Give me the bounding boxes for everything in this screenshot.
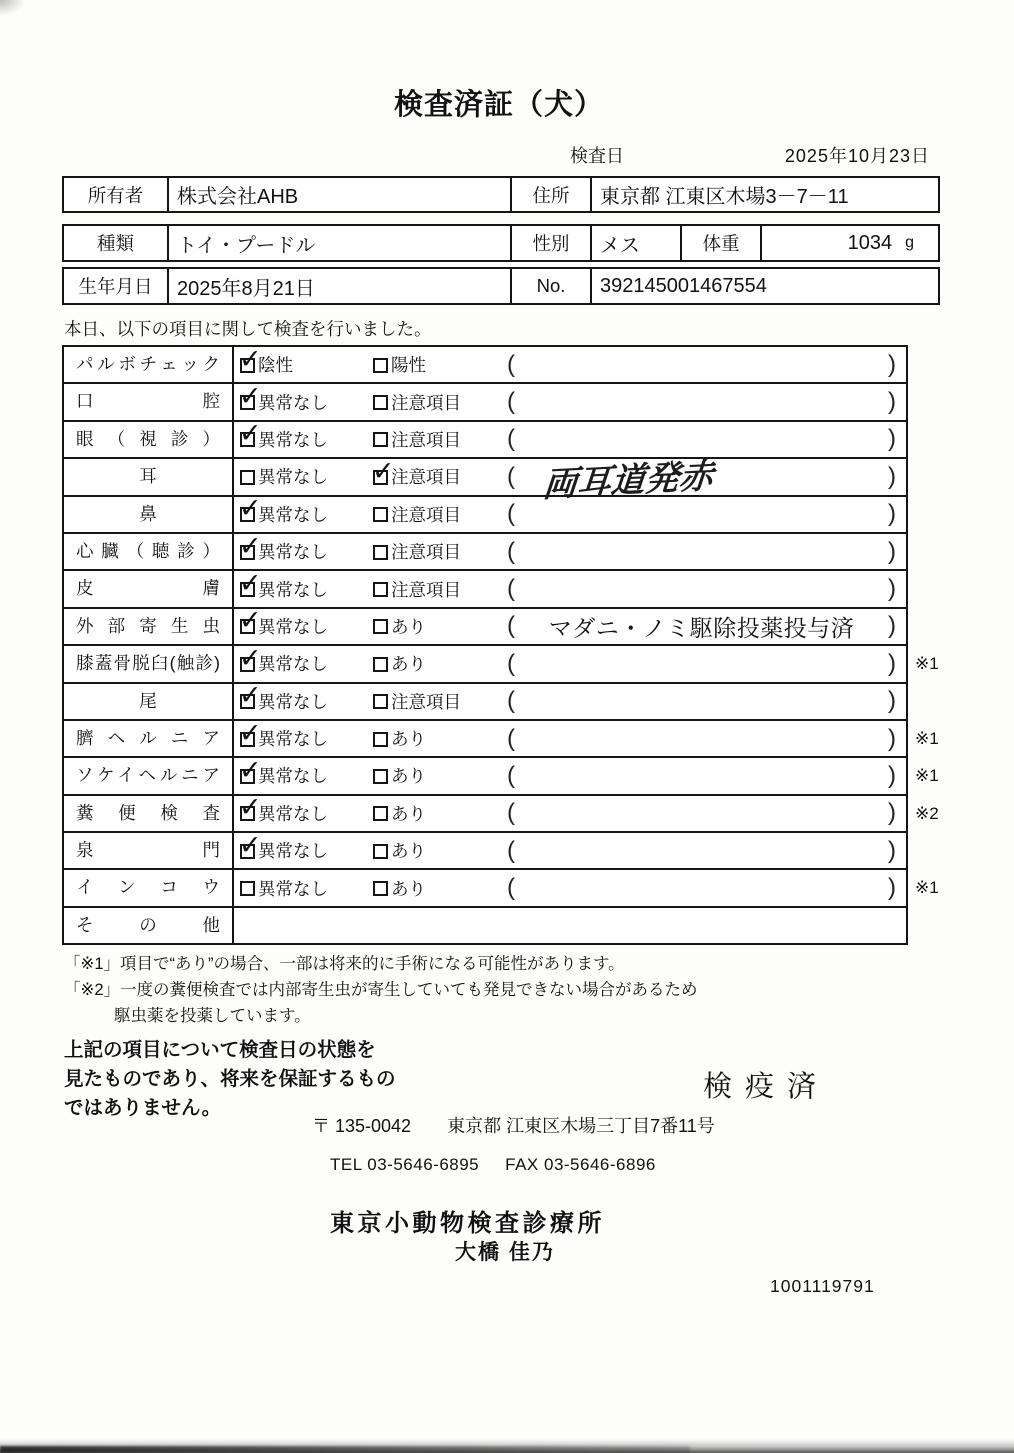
checkbox-option <box>373 838 507 863</box>
address-value: 東京都 江東区木場3－7－11 <box>590 178 938 211</box>
birthdate-value: 2025年8月21日 <box>167 269 510 303</box>
disclaimer-line-1: 上記の項目について検査日の状態を <box>64 1039 376 1061</box>
option-label: 異常なし <box>258 841 328 862</box>
checkbox-checked <box>239 717 262 748</box>
row-body <box>234 605 906 644</box>
checkbox-option <box>373 876 507 901</box>
note-area <box>507 502 906 526</box>
row-body <box>234 680 906 719</box>
address-label: 住所 <box>510 178 590 211</box>
checkbox-unchecked <box>373 657 388 672</box>
option-label: 異常なし <box>258 654 328 675</box>
inspection-date-value: 2025年10月23日 <box>784 146 930 166</box>
check-icon: ✓ <box>239 381 262 412</box>
paren-close: ) <box>888 687 896 715</box>
checkbox-unchecked <box>373 545 388 560</box>
checklist-row <box>64 754 939 795</box>
paren-open: ( <box>507 612 515 640</box>
row-body <box>234 568 906 606</box>
checkbox-option <box>240 464 373 489</box>
no-label: No. <box>510 269 590 303</box>
scan-shadow-dark <box>0 1446 690 1453</box>
paren-open: ( <box>507 575 515 603</box>
paren-open: ( <box>507 537 515 565</box>
note-area <box>507 876 906 900</box>
note-area <box>507 457 906 505</box>
checklist-row <box>64 455 906 505</box>
option-label: 異常なし <box>258 429 328 450</box>
checkbox-unchecked <box>373 769 388 784</box>
option-label: 陰性 <box>258 355 293 376</box>
option-label: 注意項目 <box>391 392 461 413</box>
row-body <box>234 418 906 457</box>
checkbox-unchecked <box>373 694 388 709</box>
handwritten-note: 両耳道発赤 <box>541 457 715 505</box>
checkbox-option <box>373 539 507 564</box>
weight-unit: g <box>905 234 914 251</box>
footnote-mark: ※1 <box>915 654 939 674</box>
checkbox-checked <box>239 493 262 524</box>
option-label: あり <box>391 841 426 862</box>
checklist-row <box>64 530 906 571</box>
checkbox-checked <box>239 530 262 561</box>
check-icon: ✓ <box>239 754 262 785</box>
owner-label: 所有者 <box>87 184 144 206</box>
check-icon: ✓ <box>372 455 395 486</box>
row-label: 鼻 <box>64 497 234 532</box>
breed-label: 種類 <box>96 233 134 254</box>
check-icon: ✓ <box>239 717 262 748</box>
disclaimer-text <box>64 1036 396 1123</box>
paren-close: ) <box>888 350 896 378</box>
paren-open: ( <box>507 836 515 864</box>
option-label: あり <box>391 766 426 787</box>
check-icon: ✓ <box>239 605 262 636</box>
option-label: 異常なし <box>258 467 328 488</box>
note-area <box>507 801 906 825</box>
checkbox-unchecked <box>373 582 388 597</box>
scan-smudge <box>0 0 26 16</box>
option-label: 異常なし <box>258 542 328 563</box>
birthdate-table <box>62 267 940 305</box>
check-icon: ✓ <box>239 568 262 599</box>
checklist-row <box>64 792 939 833</box>
paren-open: ( <box>507 874 515 902</box>
paren-open: ( <box>507 799 515 827</box>
checkbox-unchecked <box>373 395 388 410</box>
checkbox-option <box>373 502 507 527</box>
check-icon: ✓ <box>239 792 262 823</box>
note-area <box>507 350 906 378</box>
row-body <box>234 343 906 382</box>
checklist-row <box>64 870 939 907</box>
paren-close: ) <box>888 388 896 416</box>
checkbox-checked <box>239 680 262 711</box>
row-label: 皮膚 <box>64 571 234 606</box>
checkbox-option <box>373 577 507 602</box>
checkbox-checked <box>239 568 262 599</box>
checkbox-option <box>240 876 373 901</box>
paren-close: ) <box>888 799 896 827</box>
checklist-row <box>64 418 906 459</box>
note-area <box>507 761 906 789</box>
row-body <box>234 530 906 569</box>
row-body <box>234 908 906 943</box>
checkbox-checked <box>239 343 262 374</box>
paren-open: ( <box>507 350 515 378</box>
checkbox-option <box>239 530 373 564</box>
option-label: あり <box>391 616 426 637</box>
fax-number: FAX 03-5646-6896 <box>505 1155 656 1174</box>
tel-fax-row <box>330 1155 656 1175</box>
note-area <box>507 610 906 643</box>
note-area <box>507 537 906 565</box>
checkbox-checked <box>239 605 262 636</box>
quarantine-passed-stamp: 検疫済 <box>703 1071 830 1103</box>
checkbox-option <box>373 726 507 751</box>
check-icon: ✓ <box>239 493 262 524</box>
checkbox-option <box>239 642 373 676</box>
footnote-2: 「※2」一度の糞便検査では内部寄生虫が寄生していても発見できない場合があるため <box>64 981 698 999</box>
clinic-address-row <box>312 1112 715 1138</box>
row-label: パルボチェック <box>64 347 234 382</box>
option-label: 異常なし <box>258 803 328 824</box>
row-body <box>234 870 906 905</box>
note-area <box>507 689 906 713</box>
paren-open: ( <box>507 761 515 789</box>
weight-number: 1034 <box>847 231 893 254</box>
checkbox-unchecked <box>373 881 388 896</box>
checklist-row <box>64 680 906 721</box>
check-icon: ✓ <box>239 642 262 673</box>
checklist-row <box>64 605 906 646</box>
row-body <box>234 792 906 831</box>
paren-close: ) <box>888 462 896 490</box>
paren-open: ( <box>507 687 515 715</box>
option-label: 陽性 <box>391 355 426 376</box>
row-label: 耳 <box>64 459 234 494</box>
paren-close: ) <box>888 836 896 864</box>
disclaimer-line-2: 見たものであり、将来を保証するもの <box>64 1068 396 1090</box>
checkbox-unchecked <box>373 844 388 859</box>
checkbox-checked <box>239 418 262 449</box>
checkbox-option <box>373 614 507 639</box>
option-label: 注意項目 <box>391 542 461 563</box>
postal-code: 〒 135-0042 <box>312 1116 412 1136</box>
owner-value: 株式会社AHB <box>167 178 510 211</box>
weight-value <box>760 226 938 260</box>
option-label: 異常なし <box>258 691 328 712</box>
checklist-row <box>64 343 906 384</box>
weight-label: 体重 <box>680 226 760 260</box>
checkbox-option <box>373 763 507 788</box>
option-label: 異常なし <box>258 729 328 750</box>
row-body <box>234 642 906 681</box>
disclaimer-line-3: ではありません。 <box>64 1097 222 1119</box>
page-title: 検査済証（犬） <box>393 89 604 121</box>
clinic-address: 東京都 江東区木場三丁目7番11号 <box>447 1116 715 1136</box>
row-label: 尾 <box>64 684 234 719</box>
checkbox-checked <box>239 642 262 673</box>
option-label: 異常なし <box>258 504 328 525</box>
option-label: 注意項目 <box>391 579 461 600</box>
check-icon: ✓ <box>239 418 262 449</box>
option-label: 注意項目 <box>391 429 461 450</box>
paren-close: ) <box>888 649 896 677</box>
checkbox-option <box>239 792 373 826</box>
note-area <box>507 649 906 677</box>
row-label: 膝蓋骨脱臼(触診) <box>64 646 234 681</box>
checkbox-option <box>239 418 373 452</box>
checkbox-unchecked <box>240 470 255 485</box>
checkbox-checked <box>239 381 262 412</box>
birthdate-label: 生年月日 <box>78 276 153 297</box>
checkbox-option <box>239 829 373 863</box>
checkbox-unchecked <box>373 619 388 634</box>
intro-text: 本日、以下の項目に関して検査を行いました。 <box>64 319 432 339</box>
sex-label: 性別 <box>510 226 590 260</box>
check-icon: ✓ <box>239 343 262 374</box>
paren-open: ( <box>507 724 515 752</box>
footnote-mark: ※1 <box>915 728 939 748</box>
checklist-row <box>64 568 906 608</box>
checklist-row <box>64 908 906 943</box>
checkbox-option <box>373 390 507 415</box>
veterinarian-name: 大橋 佳乃 <box>455 1241 555 1264</box>
paren-close: ) <box>888 612 896 640</box>
checkbox-option <box>373 427 507 452</box>
tel-number: TEL 03-5646-6895 <box>330 1155 480 1174</box>
row-label: 糞便検査 <box>64 796 234 831</box>
note-area <box>507 427 906 451</box>
paren-close: ) <box>888 537 896 565</box>
footnote-mark: ※2 <box>915 803 939 823</box>
note-area <box>507 724 906 752</box>
option-label: 注意項目 <box>391 504 461 525</box>
checkbox-option <box>373 352 507 377</box>
footnote-mark: ※1 <box>915 878 939 898</box>
paren-close: ) <box>888 425 896 453</box>
checklist-row <box>64 381 906 421</box>
row-label: 口腔 <box>64 384 234 419</box>
footnotes <box>64 951 698 1029</box>
checkbox-unchecked <box>240 881 255 896</box>
option-label: 注意項目 <box>391 467 461 488</box>
option-label: 注意項目 <box>391 691 461 712</box>
checkbox-option <box>373 651 507 676</box>
row-label: 臍ヘルニア <box>64 721 234 756</box>
checkbox-option <box>239 605 373 639</box>
paren-close: ) <box>888 874 896 902</box>
check-icon: ✓ <box>239 680 262 711</box>
row-body <box>234 829 906 868</box>
checkbox-option <box>239 493 373 527</box>
checkbox-unchecked <box>373 358 388 373</box>
clinic-name: 東京小動物検査診療所 <box>330 1210 605 1237</box>
option-label: 異常なし <box>258 616 328 637</box>
checkbox-option <box>239 717 373 751</box>
checkbox-checked <box>239 754 262 785</box>
checkbox-option <box>372 455 507 489</box>
breed-table <box>62 224 940 262</box>
checkbox-unchecked <box>373 432 388 447</box>
checkbox-option <box>239 568 373 602</box>
breed-value: トイ・プードル <box>167 226 510 260</box>
option-label: あり <box>391 878 426 899</box>
checkbox-option <box>373 801 507 826</box>
checkbox-unchecked <box>373 507 388 522</box>
paren-close: ) <box>888 500 896 528</box>
note-area <box>507 836 906 864</box>
paren-close: ) <box>888 761 896 789</box>
option-label: あり <box>391 729 426 750</box>
checkbox-option <box>239 343 373 377</box>
paren-close: ) <box>888 575 896 603</box>
document-serial-number: 1001119791 <box>770 1276 875 1296</box>
checkbox-option <box>239 381 373 415</box>
checklist-row <box>64 493 906 534</box>
paren-open: ( <box>507 500 515 528</box>
row-label: インコウ <box>64 870 234 905</box>
option-label: 異常なし <box>258 766 328 787</box>
no-value: 392145001467554 <box>590 269 938 303</box>
note-area <box>507 390 906 414</box>
checkbox-option <box>373 689 507 714</box>
sex-value: メス <box>590 226 680 260</box>
option-label: あり <box>391 654 426 675</box>
row-label: 眼（視診） <box>64 422 234 457</box>
check-icon: ✓ <box>239 829 262 860</box>
checkbox-checked <box>372 455 395 486</box>
option-label: 異常なし <box>258 392 328 413</box>
checkbox-option <box>239 754 373 788</box>
checkbox-checked <box>239 829 262 860</box>
note-area <box>507 577 906 601</box>
paren-open: ( <box>507 425 515 453</box>
option-label: 異常なし <box>258 878 328 899</box>
footnote-mark: ※1 <box>915 766 939 786</box>
inspection-date-label: 検査日 <box>570 146 624 166</box>
checklist-table <box>62 343 939 945</box>
inspection-date-row <box>62 142 940 168</box>
row-label: その他 <box>64 908 234 943</box>
option-label: あり <box>391 803 426 824</box>
row-label: 外部寄生虫 <box>64 609 234 644</box>
row-body <box>234 455 906 505</box>
row-body <box>234 381 906 419</box>
row-label: 心臓（聴診） <box>64 534 234 569</box>
row-label: 泉門 <box>64 833 234 868</box>
checkbox-checked <box>239 792 262 823</box>
checkbox-unchecked <box>373 732 388 747</box>
owner-table <box>62 176 940 213</box>
row-body <box>234 717 906 756</box>
note-text: マダニ・ノミ駆除投薬投与済 <box>548 614 855 641</box>
checklist-row <box>64 642 939 683</box>
checklist-row <box>64 717 939 758</box>
check-icon: ✓ <box>239 530 262 561</box>
paren-open: ( <box>507 649 515 677</box>
row-body <box>234 754 906 793</box>
option-label: 異常なし <box>258 579 328 600</box>
paren-close: ) <box>888 724 896 752</box>
paren-open: ( <box>507 462 515 490</box>
footnote-1: 「※1」項目で“あり”の場合、一部は将来的に手術になる可能性があります。 <box>64 955 625 973</box>
paren-open: ( <box>507 388 515 416</box>
checkbox-option <box>239 680 373 714</box>
row-label: ソケイヘルニア <box>64 758 234 793</box>
checkbox-unchecked <box>373 806 388 821</box>
footnote-2-continued: 駆虫薬を投薬しています。 <box>114 1007 311 1025</box>
row-body <box>234 493 906 532</box>
checklist-row <box>64 829 906 870</box>
